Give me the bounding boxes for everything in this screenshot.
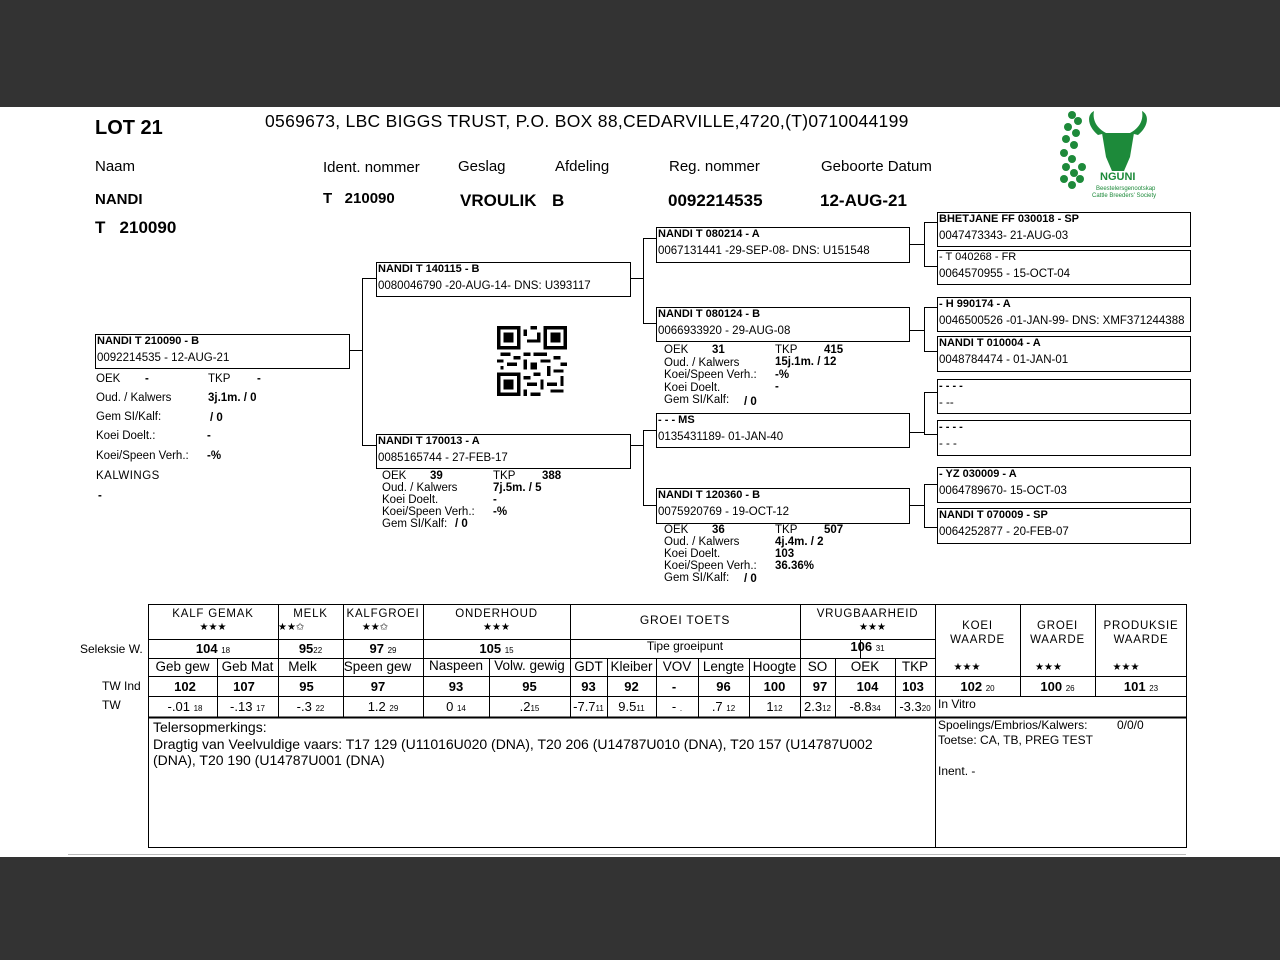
twind-speen-gew: 97 xyxy=(370,679,386,694)
gg-7-reg: 0064789670- 15-OCT-03 xyxy=(939,485,1067,497)
gg-7-name: - YZ 030009 - A xyxy=(939,468,1017,480)
stars-onderhoud: ★★★ xyxy=(483,622,510,633)
dd-tkp-label: TKP xyxy=(775,524,798,536)
col-speen-gew: Speen gew xyxy=(343,659,412,674)
self-reg: 0092214535 - 12-AUG-21 xyxy=(97,352,230,364)
self-kalwings-label: KALWINGS xyxy=(96,470,160,482)
twind-melk: 95 xyxy=(299,679,314,694)
dam-name: NANDI T 170013 - A xyxy=(378,435,480,447)
gg-3-name: - H 990174 - A xyxy=(939,298,1011,310)
dd-speen-label: Koei/Speen Verh.: xyxy=(664,560,757,572)
sire-reg: 0080046790 -20-AUG-14- DNS: U393117 xyxy=(378,280,591,292)
sd-oud: 15j.1m. / 12 xyxy=(775,356,837,368)
dam-tkp: 388 xyxy=(542,470,562,482)
sd-speen-label: Koei/Speen Verh.: xyxy=(664,369,757,381)
tw-kleiber: 9.511 xyxy=(618,699,645,714)
twind-geb-mat: 107 xyxy=(233,679,255,694)
groei-waarde-title2: WAARDE xyxy=(1030,634,1085,646)
group-groei-toets: GROEI TOETS xyxy=(639,613,731,627)
gg-8-name: NANDI T 070009 - SP xyxy=(939,509,1048,521)
col-hoogte: Hoogte xyxy=(752,659,797,674)
dam-koei-label: Koei Doelt. xyxy=(382,494,439,506)
self-oud: 3j.1m. / 0 xyxy=(208,392,257,404)
produksie-waarde-stars: ★★★ xyxy=(1112,662,1140,673)
col-melk: Melk xyxy=(288,659,317,674)
remarks-text-1: Dragtig van Veelvuldige vaars: T17 129 (U11016U020 (DNA), T20 206 (U14787U010 (DNA), T20 157 (U14787U002 xyxy=(153,736,873,752)
self-tkp: - xyxy=(257,373,261,385)
gg-8-reg: 0064252877 - 20-FEB-07 xyxy=(939,526,1069,538)
gg-1-reg: 0047473343- 21-AUG-03 xyxy=(939,230,1069,242)
gg-4-reg: 0048784474 - 01-JAN-01 xyxy=(939,354,1069,366)
tw-volw-gewig: .215 xyxy=(519,699,540,714)
col-oek: OEK xyxy=(850,659,880,674)
dd-koei: 103 xyxy=(775,548,795,560)
koei-waarde-stars: ★★★ xyxy=(953,662,981,673)
label-geboorte: Geboorte Datum xyxy=(821,158,932,175)
sd-gem: / 0 xyxy=(744,396,757,408)
sd-name: NANDI T 080124 - B xyxy=(658,308,761,320)
col-lengte: Lengte xyxy=(702,659,745,674)
self-speen-label: Koei/Speen Verh.: xyxy=(96,450,189,462)
group-kalf-gemak: KALF GEMAK xyxy=(172,608,254,620)
self-tkp-label: TKP xyxy=(208,373,231,385)
stars-vrugbaarheid: ★★★ xyxy=(859,622,886,633)
tw-speen-gew: 1.2 29 xyxy=(367,699,399,714)
inent: Inent. - xyxy=(938,764,976,778)
twind-oek: 104 xyxy=(856,679,879,694)
remarks-text-2: (DNA), T20 190 (U14787U001 (DNA) xyxy=(153,752,385,768)
svg-text:Beestelersgenootskap: Beestelersgenootskap xyxy=(1096,186,1156,192)
col-vov: VOV xyxy=(662,659,692,674)
gg-2-reg: 0064570955 - 15-OCT-04 xyxy=(939,268,1071,280)
twind-so: 97 xyxy=(812,679,828,694)
dam-koei: - xyxy=(493,494,497,506)
twind-lengte: 96 xyxy=(716,679,731,694)
twind-koei-waarde: 102 20 xyxy=(960,679,995,694)
self-oud-label: Oud. / Kalwers xyxy=(96,392,172,404)
row-label-twind: TW Ind xyxy=(102,679,141,693)
self-koei: - xyxy=(207,430,211,442)
sd-koei: - xyxy=(775,381,779,393)
ds-name: - - - MS xyxy=(658,414,695,426)
self-oek: - xyxy=(145,373,149,385)
twind-volw-gewig: 95 xyxy=(522,679,537,694)
twind-gdt: 93 xyxy=(581,679,596,694)
sd-gem-label: Gem SI/Kalf: xyxy=(664,394,730,406)
produksie-waarde-title1: PRODUKSIE xyxy=(1103,620,1179,632)
self-gem-label: Gem SI/Kalf: xyxy=(96,411,162,423)
koei-waarde-header xyxy=(935,619,1020,647)
dam-gem: / 0 xyxy=(455,518,468,530)
self-koei-label: Koei Doelt.: xyxy=(96,430,156,442)
tipe-groeipunt: Tipe groeipunt xyxy=(646,639,724,653)
dd-reg: 0075920769 - 19-OCT-12 xyxy=(658,506,790,518)
tw-hoogte: 112 xyxy=(766,699,783,714)
tw-so: 2.312 xyxy=(804,699,831,714)
col-volw-gewig: Volw. gewig xyxy=(494,658,565,673)
dam-reg: 0085165744 - 27-FEB-17 xyxy=(378,452,508,464)
koei-waarde-title2: WAARDE xyxy=(950,634,1005,646)
produksie-waarde-header xyxy=(1095,619,1187,647)
self-oek-label: OEK xyxy=(96,373,121,385)
remarks-title: Telersopmerkings: xyxy=(153,719,267,735)
sd-speen: -% xyxy=(775,369,790,381)
seleksie-kalfgroei: 97 29 xyxy=(369,641,397,656)
sd-oud-label: Oud. / Kalwers xyxy=(664,356,740,369)
sd-oek-label: OEK xyxy=(664,344,689,356)
produksie-waarde-title2: WAARDE xyxy=(1113,634,1169,646)
twind-hoogte: 100 xyxy=(763,679,786,694)
col-geb-mat: Geb Mat xyxy=(221,659,274,674)
dd-oek: 36 xyxy=(712,524,725,536)
gg-4-name: NANDI T 010004 - A xyxy=(939,337,1041,349)
label-reg: Reg. nommer xyxy=(669,158,760,175)
gg-6-name: - - - - xyxy=(939,421,963,433)
dd-oud: 4j.4m. / 2 xyxy=(775,536,824,548)
label-naam: Naam xyxy=(95,158,136,175)
sd-tkp: 415 xyxy=(824,344,844,356)
spoelings-value: 0/0/0 xyxy=(1117,718,1144,732)
seleksie-onderhoud: 105 15 xyxy=(479,641,514,656)
groei-waarde-title1: GROEI xyxy=(1036,620,1079,632)
dd-koei-label: Koei Doelt. xyxy=(664,548,721,560)
col-kleiber: Kleiber xyxy=(610,659,653,674)
ss-name: NANDI T 080214 - A xyxy=(658,228,760,240)
row-label-tw: TW xyxy=(102,698,121,712)
groei-waarde-stars: ★★★ xyxy=(1035,662,1062,673)
dd-oud-label: Oud. / Kalwers xyxy=(664,536,740,548)
group-kalfgroei: KALFGROEI xyxy=(346,608,420,620)
twind-tkp: 103 xyxy=(902,679,924,694)
gg-5-name: - - - - xyxy=(939,380,963,392)
twind-geb-gew: 102 xyxy=(174,679,196,694)
dd-gem-label: Gem SI/Kalf: xyxy=(664,572,730,584)
stars-melk: ★★✩ xyxy=(278,622,305,633)
value-afdeling: B xyxy=(552,191,565,210)
twind-naspeen: 93 xyxy=(448,679,464,694)
group-onderhoud: ONDERHOUD xyxy=(455,608,538,620)
seleksie-vrugbaarheid: 106 31 xyxy=(850,639,885,654)
lot-number: LOT 21 xyxy=(95,117,163,139)
self-speen: -% xyxy=(207,450,222,462)
groei-waarde-header xyxy=(1020,619,1095,647)
value-geboorte: 12-AUG-21 xyxy=(820,191,907,210)
owner-address: 0569673, LBC BIGGS TRUST, P.O. BOX 88,CEDARVILLE,4720,(T)0710044199 xyxy=(265,111,909,131)
label-ident: Ident. nommer xyxy=(323,159,420,176)
col-geb-gew: Geb gew xyxy=(155,659,210,674)
tw-lengte: .7 12 xyxy=(711,699,736,714)
dd-tkp: 507 xyxy=(824,524,844,536)
group-vrugbaarheid: VRUGBAARHEID xyxy=(816,608,919,620)
group-melk: MELK xyxy=(293,608,328,620)
gg-5-reg: - -- xyxy=(939,397,954,409)
gg-1-name: BHETJANE FF 030018 - SP xyxy=(939,213,1079,225)
spoelings-label: Spoelings/Embrios/Kalwers: xyxy=(938,718,1088,732)
dam-speen-label: Koei/Speen Verh.: xyxy=(382,506,475,518)
value-ident-2: T 210090 xyxy=(95,218,177,237)
dam-gem-label: Gem SI/Kalf: xyxy=(382,518,448,530)
sd-oek: 31 xyxy=(712,344,725,356)
twind-produksie-waarde: 101 23 xyxy=(1123,679,1159,694)
row-label-seleksie: Seleksie W. xyxy=(80,642,143,656)
dam-speen: -% xyxy=(493,506,508,518)
dd-gem: / 0 xyxy=(744,573,757,585)
bottom-rule xyxy=(68,854,1186,855)
gg-2-name: - T 040268 - FR xyxy=(939,251,1017,263)
gg-3-reg: 0046500526 -01-JAN-99- DNS: XMF371244388 xyxy=(939,315,1185,327)
dam-oek: 39 xyxy=(430,470,443,482)
label-afdeling: Afdeling xyxy=(555,158,610,175)
col-tkp: TKP xyxy=(901,659,929,674)
twind-groei-waarde: 100 26 xyxy=(1040,679,1075,694)
tw-tkp: -3.320 xyxy=(899,699,931,714)
tw-naspeen: 0 14 xyxy=(446,699,466,714)
dam-oud-label: Oud. / Kalwers xyxy=(382,482,458,494)
sd-tkp-label: TKP xyxy=(775,344,798,356)
dd-name: NANDI T 120360 - B xyxy=(658,489,761,501)
col-gdt: GDT xyxy=(574,659,603,674)
pedigree-sheet xyxy=(0,107,1280,857)
ds-reg: 0135431189- 01-JAN-40 xyxy=(658,431,784,443)
tw-geb-mat: -.13 17 xyxy=(230,699,265,714)
self-name: NANDI T 210090 - B xyxy=(97,335,200,347)
twind-kleiber: 92 xyxy=(624,679,639,694)
dd-oek-label: OEK xyxy=(664,524,689,536)
seleksie-melk: 9522 xyxy=(298,641,323,656)
tw-geb-gew: -.01 18 xyxy=(167,699,203,714)
dd-speen: 36.36% xyxy=(775,560,815,572)
koei-waarde-title1: KOEI xyxy=(962,620,993,632)
tw-oek: -8.834 xyxy=(849,699,881,714)
svg-text:Cattle Breeders' Society: Cattle Breeders' Society xyxy=(1092,193,1157,199)
twind-vov: - xyxy=(671,679,677,694)
gg-6-reg: - - - xyxy=(939,438,957,450)
value-ident: T 210090 xyxy=(323,190,395,207)
toetse: Toetse: CA, TB, PREG TEST xyxy=(938,733,1093,747)
tw-vov: - . xyxy=(671,699,683,714)
sd-reg: 0066933920 - 29-AUG-08 xyxy=(658,325,791,337)
label-geslag: Geslag xyxy=(458,158,506,175)
sd-koei-label: Koei Doelt. xyxy=(664,381,721,394)
seleksie-kalf-gemak: 104 18 xyxy=(195,641,231,656)
self-kalwings: - xyxy=(98,490,102,502)
stars-kalfgroei: ★★✩ xyxy=(361,622,389,633)
self-gem: / 0 xyxy=(210,412,223,424)
value-geslag: VROULIK xyxy=(460,191,537,210)
value-reg: 0092214535 xyxy=(668,191,763,210)
tw-gdt: -7.711 xyxy=(573,699,604,714)
dam-tkp-label: TKP xyxy=(493,470,516,482)
svg-text:NGUNI: NGUNI xyxy=(1100,171,1136,183)
stars-kalf-gemak: ★★★ xyxy=(199,622,227,633)
value-naam: NANDI xyxy=(95,191,143,208)
ss-reg: 0067131441 -29-SEP-08- DNS: U151548 xyxy=(658,245,870,257)
sire-name: NANDI T 140115 - B xyxy=(378,263,480,275)
dam-oud: 7j.5m. / 5 xyxy=(493,482,542,494)
tw-melk: -.3 22 xyxy=(296,699,325,714)
dam-oek-label: OEK xyxy=(382,470,407,482)
col-so: SO xyxy=(807,659,828,674)
col-naspeen: Naspeen xyxy=(428,658,484,673)
in-vitro: In Vitro xyxy=(938,697,976,711)
